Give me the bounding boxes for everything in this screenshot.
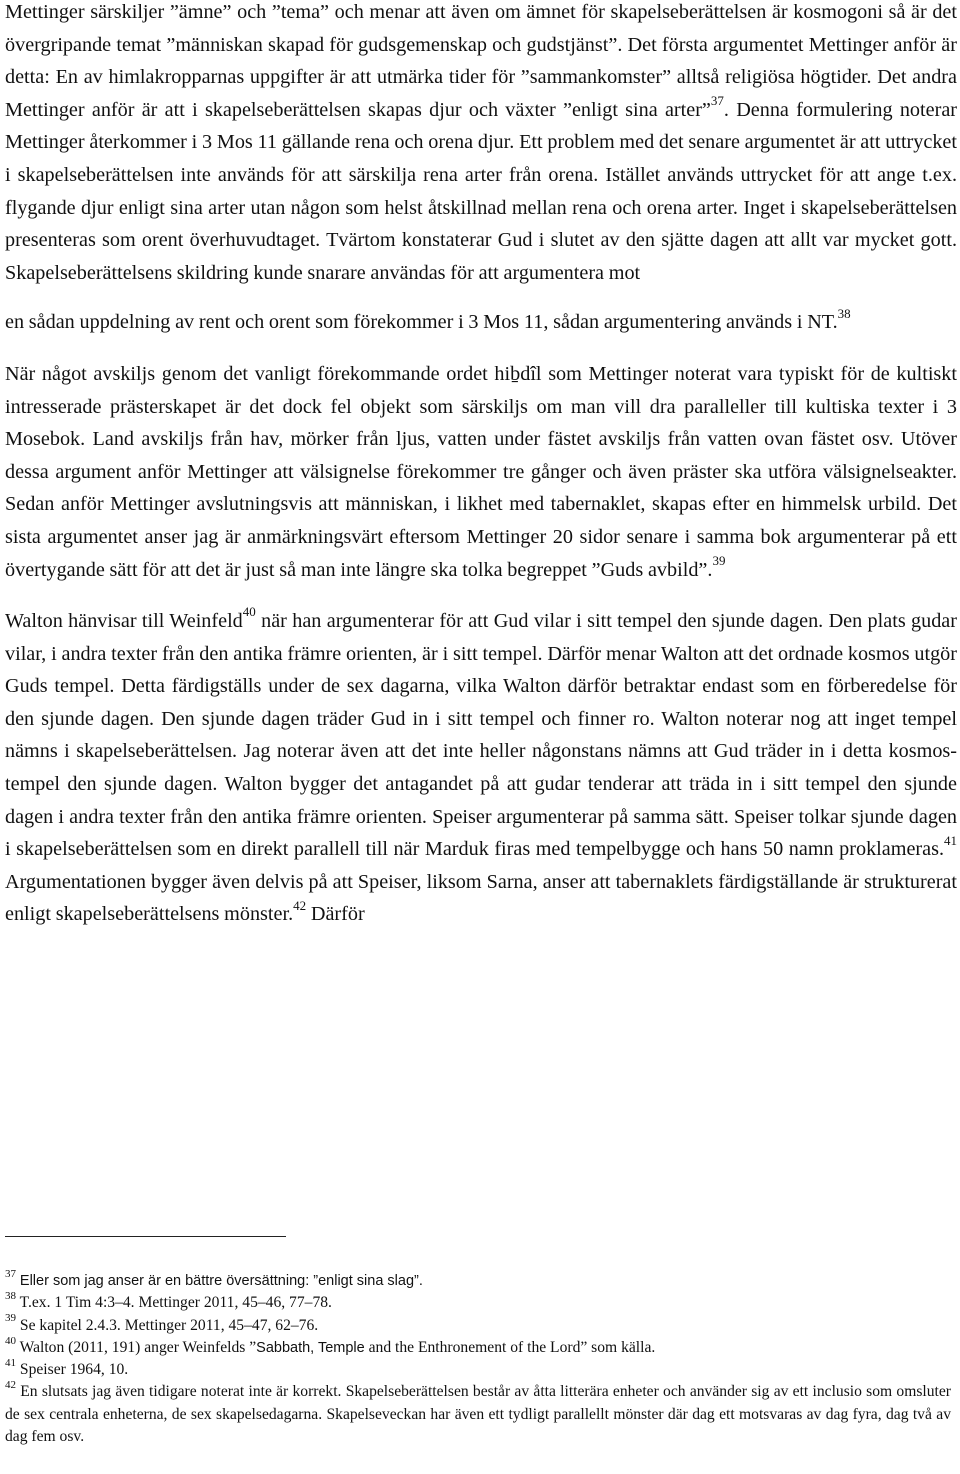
paragraph-walton xyxy=(5,605,957,931)
footnote-number: 37 xyxy=(5,1267,16,1280)
footnote-40 xyxy=(5,1334,951,1359)
footnote-number: 42 xyxy=(5,1379,16,1392)
paragraph-text: Därför xyxy=(306,903,365,926)
footnote-text: Se kapitel 2.4.3. Mettinger 2011, 45–47, 62–76. xyxy=(19,1316,319,1334)
footnote-work-title: Sabbath, Temple xyxy=(256,1339,365,1356)
footnote-ref-39[interactable]: 39 xyxy=(712,552,726,568)
footnote-text: En slutsats jag även tidigare noterat inte är korrekt. Skapelseberättelsen består av åtta litterära enheter och använder sig av ett inclusio som omsluter de sex centrala enheterna, de sex skapelsedagarna. Skapelseveckan har även ett tydligt parallellt mönster där dag ett motsvaras av dag fyra, dag två av dag fem osv. xyxy=(5,1383,951,1446)
footnote-text: Walton (2011, 191) anger Weinfelds ” xyxy=(19,1338,257,1356)
paragraph-text: en sådan uppdelning av rent och orent som förekommer i 3 Mos 11, sådan argumentering används i NT. xyxy=(5,311,838,334)
paragraph-text: När något avskiljs genom det vanligt förekommande ordet hiḇdîl som Mettinger noterat vara typiskt för de kultiskt intresserade prästerskapet är det dock fel objekt som särskiljs om man vill dra paralleller till kultiska texter i 3 Mosebok. Land avskiljs från hav, mörker från ljus, vatten under fästet avskiljs från vatten ovan fästet osv. Utöver dessa argument anför Mettinger att välsignelse förekommer tre gånger och även präster ska utföra välsignelseakter. Sedan anför Mettinger avslutningsvis att människan, i likhet med tabernaklet, skapas efter en himmelsk urbild. Det sista argumentet anser jag är anmärkningsvärt eftersom Mettinger 20 sidor senare i samma bok argumenterar på ett övertygande sätt för att det är just så man inte längre ska tolka begreppet ”Guds avbild”. xyxy=(5,362,957,581)
paragraph-hibdil xyxy=(5,358,957,586)
paragraph-mettinger-themes xyxy=(5,0,957,289)
paragraph-text: Walton hänvisar till Weinfeld xyxy=(5,610,243,633)
footnotes xyxy=(5,1267,951,1448)
paragraph-continuation xyxy=(5,306,957,339)
footnote-number: 39 xyxy=(5,1312,16,1325)
footnote-text: Eller som jag anser är en bättre översättning: ”enligt sina slag”. xyxy=(19,1273,423,1289)
footnote-text: T.ex. 1 Tim 4:3–4. Mettinger 2011, 45–46, 77–78. xyxy=(19,1294,332,1312)
paragraph-text: Argumentationen bygger även delvis på att Speiser, liksom Sarna, anser att tabernaklets färdigställande är strukturerat enligt skapelseberättelsens mönster. xyxy=(5,870,957,926)
footnote-38 xyxy=(5,1292,951,1314)
footnote-separator xyxy=(5,1236,286,1237)
footnote-ref-37[interactable]: 37 xyxy=(710,93,724,109)
footnote-37 xyxy=(5,1267,951,1292)
footnote-39 xyxy=(5,1312,951,1337)
footnote-41 xyxy=(5,1359,951,1381)
footnote-ref-41[interactable]: 41 xyxy=(944,832,957,848)
paragraph-text: . Denna formulering noterar Mettinger återkommer i 3 Mos 11 gällande rena och orena djur. Ett problem med det senare argumentet är att uttrycket i skapelseberättelsen inte används för att särskilja rena arter från orena. Istället används uttrycket för att ange t.ex. flygande djur enligt sina arter utan någon som helst åtskillnad mellan rena och orena arter. Inget i skapelseberättelsen presenteras som orent överhuvudtaget. Tvärtom konstaterar Gud i slutet av den sjätte dagen att allt var mycket gott. Skapelseberättelsens skildring kunde snarare användas för att argumentera mot xyxy=(5,98,957,284)
footnote-42 xyxy=(5,1381,951,1448)
footnote-ref-40[interactable]: 40 xyxy=(242,604,256,620)
footnote-ref-42[interactable]: 42 xyxy=(293,897,307,913)
paragraph-text: när han argumenterar för att Gud vilar i sitt tempel den sjunde dagen. Den plats gudar vilar, i andra texter från den antika främre orienten, är i sitt tempel. Därför menar Walton att det ordnade kosmos utgör Guds tempel. Detta färdigställs under de sex dagarna, vilka Walton därför betraktar endast som en förberedelse för den sjunde dagen. Den sjunde dagen träder Gud in i sitt tempel och finner ro. Walton noterar nog att inget tempel nämns i skapelseberättelsen. Jag noterar även att det inte heller någonstans nämns att Gud träder in i detta kosmos-tempel den sjunde dagen. Walton bygger det antagandet på att gudar tenderar att träda in i sitt tempel den sjunde dagen i andra texter från den antika främre orienten. Speiser argumenterar på samma sätt. Speiser tolkar sjunde dagen i skapelseberättelsen som en direkt parallell till när Marduk firas med tempelbygge och hans 50 namn proklameras. xyxy=(5,610,957,861)
footnote-text: and the Enthronement of the Lord” som källa. xyxy=(364,1338,656,1356)
footnote-ref-38[interactable]: 38 xyxy=(837,305,851,321)
paragraph-text: Mettinger särskiljer ”ämne” och ”tema” och menar att även om ämnet för skapelseberättelsen är kosmogoni så är det övergripande temat ”människan skapad för gudsgemenskap och gudstjänst”. Det första argumentet Mettinger anför är detta: En av himlakropparnas uppgifter är att utmärka tider för ”sammankomster” alltså religiösa högtider. Det andra Mettinger anför är att i skapelseberättelsen skapas djur och växter ”enligt sina arter” xyxy=(5,1,957,121)
footnote-number: 41 xyxy=(5,1357,16,1369)
footnote-number: 38 xyxy=(5,1290,16,1303)
footnote-text: Speiser 1964, 10. xyxy=(19,1361,129,1379)
footnote-number: 40 xyxy=(5,1334,16,1347)
document-page xyxy=(5,0,957,931)
